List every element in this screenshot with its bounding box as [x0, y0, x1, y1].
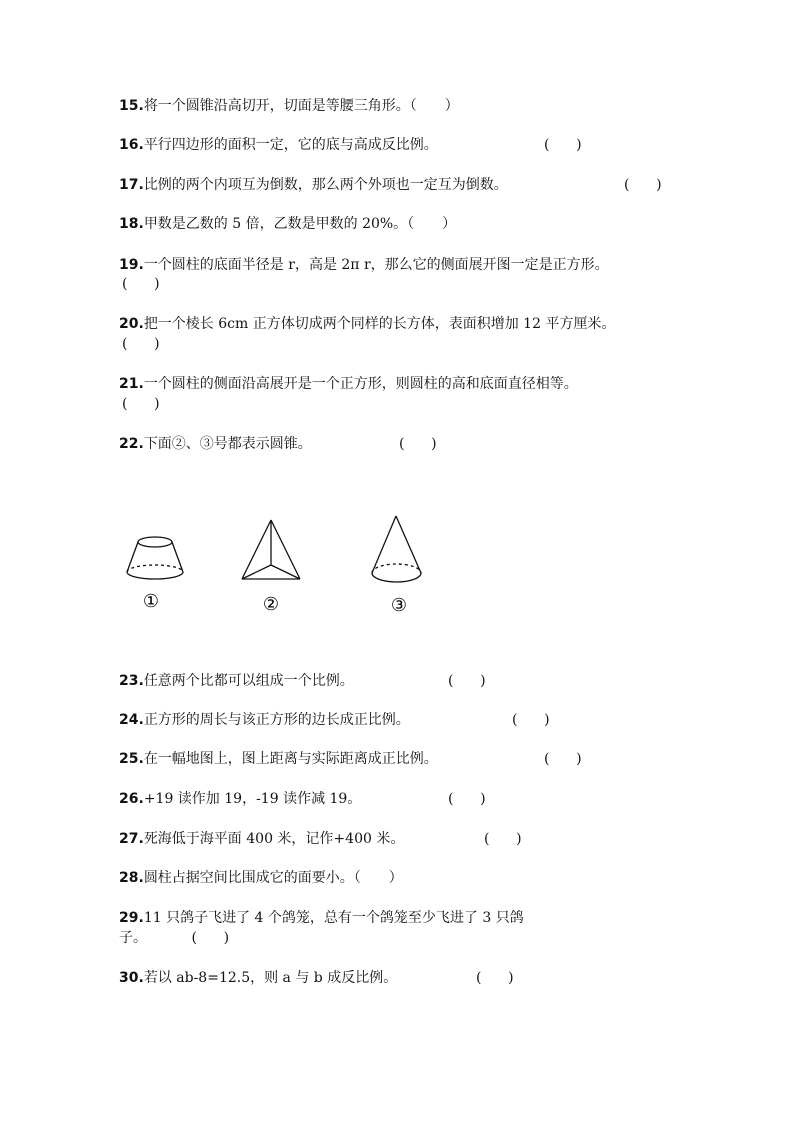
- question-text: 在一幅地图上，图上距离与实际距离成正比例。: [143, 751, 438, 767]
- question-text: 将一个圆锥沿高切开，切面是等腰三角形。（ ）: [143, 98, 459, 114]
- question-text: 任意两个比都可以组成一个比例。: [143, 673, 354, 689]
- question-29: 29.11 只鸽子飞进了 4 个鸽笼，总有一个鸽笼至少飞进了 3 只鸽: [119, 910, 524, 926]
- figure-label-2: ②: [262, 594, 280, 615]
- question-24: 24.正方形的周长与该正方形的边长成正比例。: [119, 712, 410, 728]
- question-25: 25.在一幅地图上，图上距离与实际距离成正比例。: [119, 751, 438, 767]
- answer-blank-19: ( ): [122, 276, 160, 292]
- question-17: 17.比例的两个内项互为倒数，那么两个外项也一定互为倒数。: [119, 177, 508, 193]
- answer-blank-22: ( ): [399, 436, 437, 452]
- figure-label-1: ①: [142, 591, 160, 612]
- question-30: 30.若以 ab-8=12.5，则 a 与 b 成反比例。: [119, 970, 398, 986]
- answer-blank-17: ( ): [624, 177, 662, 193]
- answer-blank-20: ( ): [122, 336, 160, 352]
- answer-blank-30: ( ): [476, 970, 514, 986]
- question-text: 正方形的周长与该正方形的边长成正比例。: [143, 712, 410, 728]
- answer-blank-21: ( ): [122, 396, 160, 412]
- question-text: 死海低于海平面 400 米，记作+400 米。: [143, 831, 405, 847]
- question-28: 28.圆柱占据空间比围成它的面要小。（ ）: [119, 870, 403, 886]
- question-29-line2: 子。 ( ): [119, 930, 230, 946]
- question-text: 11 只鸽子飞进了 4 个鸽笼，总有一个鸽笼至少飞进了 3 只鸽: [143, 910, 524, 926]
- pyramid-figure: [242, 520, 300, 579]
- question-20: 20.把一个棱长 6cm 正方体切成两个同样的长方体，表面积增加 12 平方厘米。: [119, 316, 616, 332]
- question-19: 19.一个圆柱的底面半径是 r，高是 2π r，那么它的侧面展开图一定是正方形。: [119, 257, 609, 273]
- figure-label-3: ③: [390, 595, 408, 616]
- question-23: 23.任意两个比都可以组成一个比例。: [119, 673, 354, 689]
- question-15: 15.将一个圆锥沿高切开，切面是等腰三角形。（ ）: [119, 98, 459, 114]
- cone-figure: [372, 516, 421, 582]
- question-22: 22.下面②、③号都表示圆锥。: [119, 436, 312, 452]
- question-text: 把一个棱长 6cm 正方体切成两个同样的长方体，表面积增加 12 平方厘米。: [143, 316, 616, 332]
- answer-blank-23: ( ): [448, 673, 486, 689]
- question-text: 甲数是乙数的 5 倍，乙数是甲数的 20%。（ ）: [143, 216, 457, 232]
- question-27: 27.死海低于海平面 400 米，记作+400 米。: [119, 831, 405, 847]
- answer-blank-24: ( ): [512, 712, 550, 728]
- question-16: 16.平行四边形的面积一定，它的底与高成反比例。: [119, 137, 438, 153]
- question-text: 平行四边形的面积一定，它的底与高成反比例。: [143, 137, 438, 153]
- question-18: 18.甲数是乙数的 5 倍，乙数是甲数的 20%。（ ）: [119, 216, 457, 232]
- question-text: +19 读作加 19，-19 读作减 19。: [143, 791, 362, 807]
- answer-blank-27: ( ): [484, 831, 522, 847]
- frustum-figure: [127, 537, 183, 579]
- answer-blank-25: ( ): [544, 751, 582, 767]
- question-text: 下面②、③号都表示圆锥。: [143, 436, 312, 452]
- question-text: 圆柱占据空间比围成它的面要小。（ ）: [143, 870, 403, 886]
- question-text: 若以 ab-8=12.5，则 a 与 b 成反比例。: [143, 970, 398, 986]
- solid-figures: [118, 505, 438, 620]
- question-text: 比例的两个内项互为倒数，那么两个外项也一定互为倒数。: [143, 177, 508, 193]
- question-text: 一个圆柱的底面半径是 r，高是 2π r，那么它的侧面展开图一定是正方形。: [143, 257, 609, 273]
- question-text: 一个圆柱的侧面沿高展开是一个正方形，则圆柱的高和底面直径相等。: [143, 376, 578, 392]
- question-21: 21.一个圆柱的侧面沿高展开是一个正方形，则圆柱的高和底面直径相等。: [119, 376, 578, 392]
- question-26: 26.+19 读作加 19，-19 读作减 19。: [119, 791, 362, 807]
- answer-blank-16: ( ): [544, 137, 582, 153]
- answer-blank-26: ( ): [448, 791, 486, 807]
